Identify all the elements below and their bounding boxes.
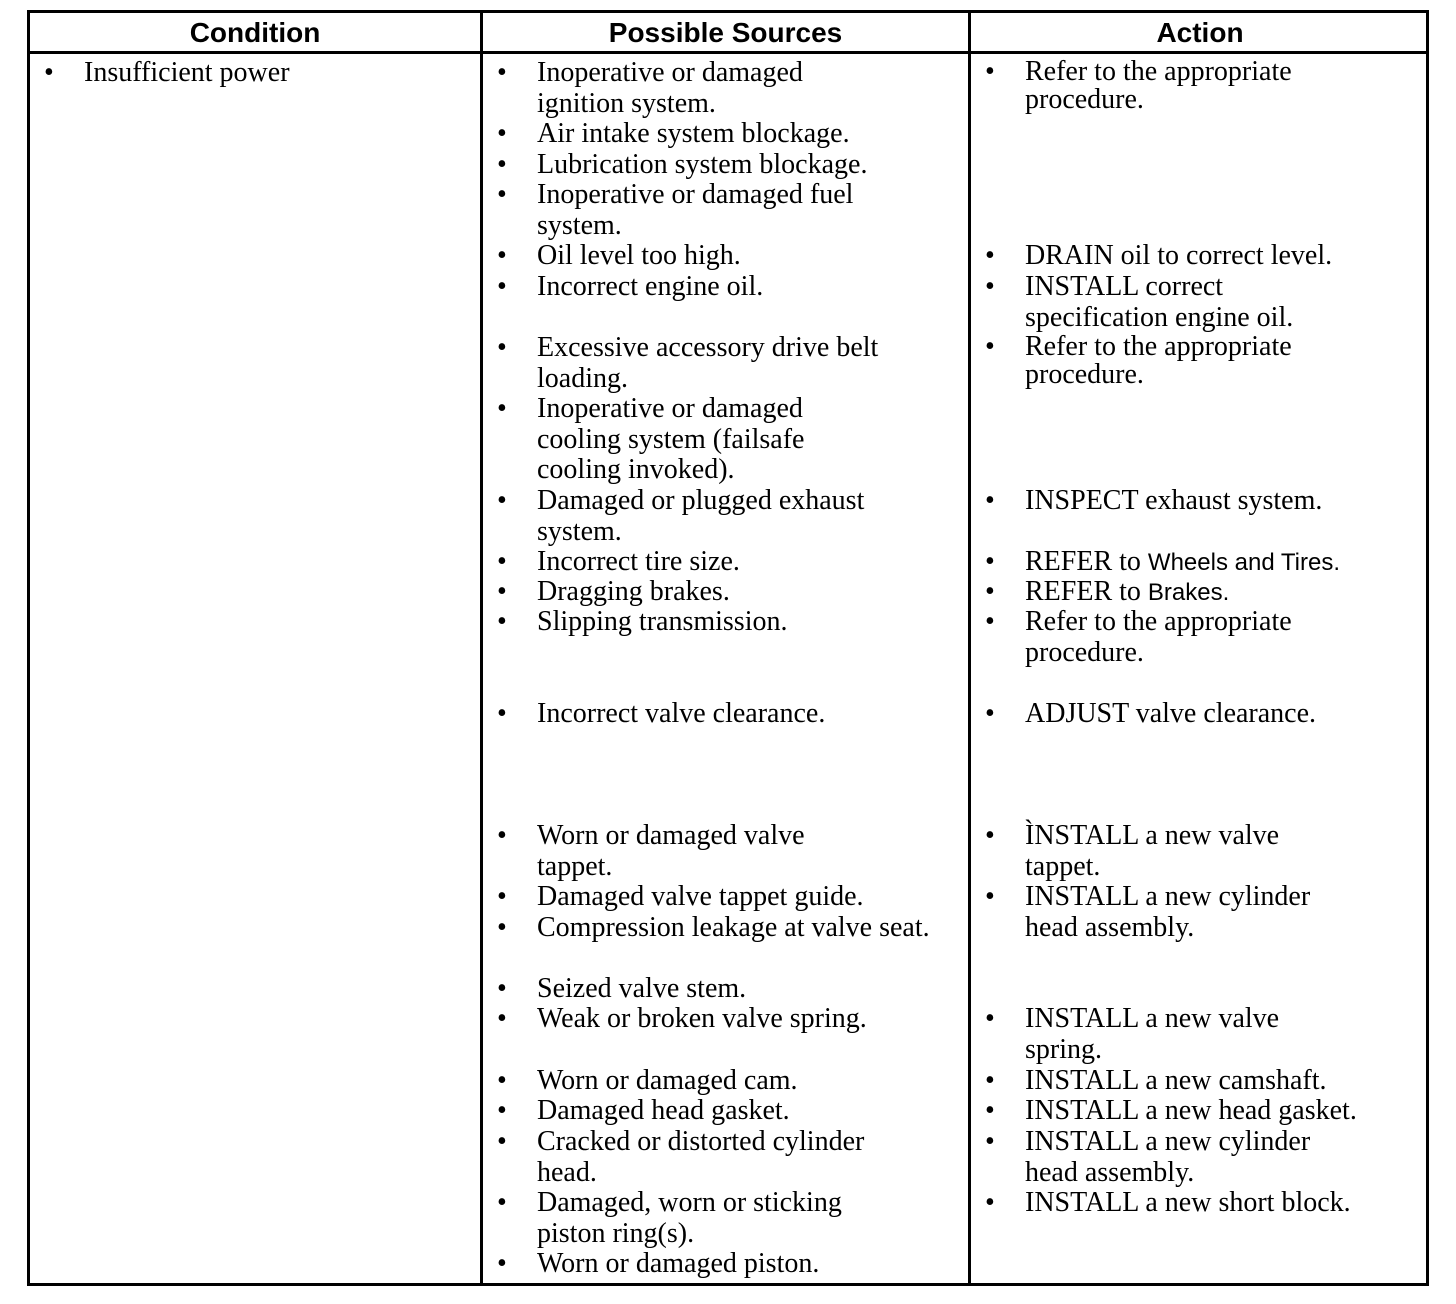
bullet-icon: • (985, 546, 995, 577)
action-item (985, 882, 1425, 943)
action-item (985, 607, 1425, 668)
action-text: INSTALL a new valve spring. (1025, 1003, 1280, 1065)
column-divider (480, 13, 483, 1283)
source-item (497, 1188, 957, 1249)
bullet-icon: • (497, 973, 507, 1004)
action-item (985, 1004, 1425, 1065)
action-item (985, 577, 1425, 609)
bullet-icon: • (985, 56, 995, 87)
header-possible-sources: Possible Sources (608, 17, 843, 48)
action-text: REFER to (1025, 576, 1148, 607)
bullet-icon: • (497, 149, 507, 180)
source-item (497, 547, 957, 578)
source-text: Inoperative or damaged fuel system. (537, 179, 854, 241)
source-item (497, 180, 957, 241)
bullet-icon: • (985, 1003, 995, 1034)
source-text: Weak or broken valve spring. (537, 1003, 867, 1034)
source-item (497, 150, 957, 181)
bullet-icon: • (985, 1065, 995, 1096)
action-item (985, 699, 1425, 730)
source-item (497, 486, 957, 547)
action-item (985, 272, 1425, 333)
action-text: Refer to the appropriate procedure. (1025, 606, 1292, 668)
bullet-icon: • (985, 820, 995, 851)
header-action: Action (1156, 17, 1244, 48)
bullet-icon: • (985, 1126, 995, 1157)
source-text: Excessive accessory drive belt loading. (537, 332, 879, 394)
action-text: INSTALL a new cylinder head assembly. (1025, 881, 1311, 943)
bullet-icon: • (497, 271, 507, 302)
bullet-icon: • (497, 485, 507, 516)
action-text: INSTALL correct specification engine oil. (1025, 271, 1294, 333)
bullet-icon: • (497, 179, 507, 210)
bullet-icon: • (497, 1126, 507, 1157)
bullet-icon: • (497, 912, 507, 943)
bullet-icon: • (497, 393, 507, 424)
bullet-icon: • (985, 331, 995, 362)
source-text: Slipping transmission. (537, 606, 788, 637)
source-text: Incorrect tire size. (537, 546, 740, 577)
bullet-icon: • (985, 576, 995, 607)
source-item (497, 1066, 957, 1097)
source-text: Inoperative or damaged ignition system. (537, 57, 803, 119)
source-text: Inoperative or damaged cooling system (failsafe cooling invoked). (537, 393, 805, 485)
condition-item (44, 58, 464, 89)
action-text: REFER to (1025, 546, 1148, 577)
bullet-icon: • (497, 332, 507, 363)
column-divider (968, 13, 971, 1283)
action-item (985, 1188, 1425, 1219)
source-item (497, 241, 957, 272)
bullet-icon: • (985, 881, 995, 912)
bullet-icon: • (497, 1248, 507, 1279)
source-text: Seized valve stem. (537, 973, 747, 1004)
bullet-icon: • (497, 1187, 507, 1218)
bullet-icon: • (985, 485, 995, 516)
action-text: INSTALL a new head gasket. (1025, 1095, 1357, 1126)
source-text: Damaged head gasket. (537, 1095, 790, 1126)
source-text: Worn or damaged cam. (537, 1065, 798, 1096)
action-item (985, 1127, 1425, 1188)
source-text: Air intake system blockage. (537, 118, 850, 149)
source-item (497, 119, 957, 150)
source-item (497, 58, 957, 119)
bullet-icon: • (497, 820, 507, 851)
action-item (985, 241, 1425, 272)
action-text: INSTALL a new camshaft. (1025, 1065, 1327, 1096)
action-text: DRAIN oil to correct level. (1025, 240, 1333, 271)
source-item (497, 394, 957, 486)
source-item (497, 699, 957, 730)
source-item (497, 272, 957, 303)
bullet-icon: • (985, 1187, 995, 1218)
diagnosis-table (27, 10, 1429, 1286)
reference-link-wheels-and-tires[interactable]: Wheels and Tires. (1147, 549, 1341, 576)
bullet-icon: • (497, 606, 507, 637)
bullet-icon: • (497, 576, 507, 607)
bullet-icon: • (497, 698, 507, 729)
source-text: Worn or damaged valve tappet. (537, 820, 805, 882)
bullet-icon: • (985, 1095, 995, 1126)
bullet-icon: • (985, 271, 995, 302)
action-text: INSTALL a new short block. (1025, 1187, 1351, 1218)
action-item (985, 486, 1425, 517)
source-item (497, 577, 957, 608)
action-text: INSPECT exhaust system. (1025, 485, 1323, 516)
source-text: Dragging brakes. (537, 576, 730, 607)
bullet-icon: • (497, 118, 507, 149)
source-item (497, 1096, 957, 1127)
bullet-icon: • (44, 57, 54, 88)
bullet-icon: • (497, 546, 507, 577)
action-item (985, 58, 1425, 114)
source-item (497, 882, 957, 913)
source-text: Worn or damaged piston. (537, 1248, 820, 1279)
bullet-icon: • (497, 1095, 507, 1126)
source-text: Incorrect engine oil. (537, 271, 764, 302)
source-text: Oil level too high. (537, 240, 741, 271)
source-item (497, 974, 957, 1005)
action-text: INSTALL a new cylinder head assembly. (1025, 1126, 1311, 1188)
source-item (497, 1127, 957, 1188)
action-item (985, 821, 1425, 882)
source-text: Incorrect valve clearance. (537, 698, 826, 729)
action-text: Refer to the appropriate procedure. (1025, 331, 1292, 390)
source-text: Damaged, worn or sticking piston ring(s). (537, 1187, 842, 1249)
source-item (497, 1249, 957, 1280)
source-text: Damaged or plugged exhaust system. (537, 485, 865, 547)
bullet-icon: • (497, 881, 507, 912)
source-item (497, 821, 957, 882)
condition-text: Insufficient power (84, 57, 290, 88)
source-item (497, 913, 957, 944)
source-text: Compression leakage at valve seat. (537, 912, 930, 943)
header-condition: Condition (189, 17, 321, 48)
action-item (985, 333, 1425, 389)
bullet-icon: • (985, 240, 995, 271)
source-item (497, 1004, 957, 1035)
source-item (497, 607, 957, 638)
action-item (985, 547, 1425, 579)
bullet-icon: • (497, 57, 507, 88)
action-text: Refer to the appropriate procedure. (1025, 56, 1292, 115)
reference-link-brakes[interactable]: Brakes. (1147, 579, 1230, 606)
bullet-icon: • (497, 1003, 507, 1034)
action-text: ÌNSTALL a new valve tappet. (1025, 820, 1280, 882)
source-text: Damaged valve tappet guide. (537, 881, 864, 912)
source-item (497, 333, 957, 394)
bullet-icon: • (497, 1065, 507, 1096)
source-text: Cracked or distorted cylinder head. (537, 1126, 865, 1188)
action-item (985, 1066, 1425, 1097)
source-text: Lubrication system blockage. (537, 149, 868, 180)
bullet-icon: • (985, 698, 995, 729)
action-text: ADJUST valve clearance. (1025, 698, 1317, 729)
bullet-icon: • (985, 606, 995, 637)
bullet-icon: • (497, 240, 507, 271)
action-item (985, 1096, 1425, 1127)
